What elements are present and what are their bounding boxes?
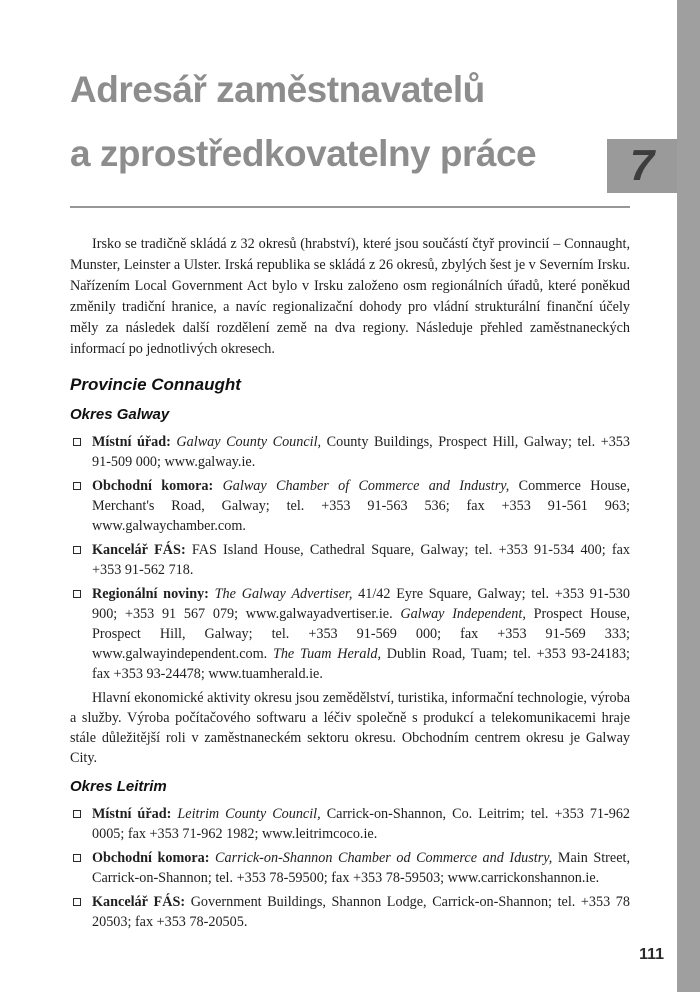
directory-entry xyxy=(70,540,630,580)
page-content xyxy=(70,0,630,936)
directory-entry xyxy=(70,892,630,932)
square-bullet-icon xyxy=(73,438,81,446)
entry-text: Místní úřad: Galway County Council, County Buildings, Prospect Hill, Galway; tel. +353 91-509 000; www.galway.ie. xyxy=(92,434,630,470)
intro-paragraph: Irsko se tradičně skládá z 32 okresů (hrabství), které jsou součástí čtyř provincií – Connaught, Munster, Leinster a Ulster. Irská republika se skládá z 26 okresů, zbylých šest je v Severním Irsku. Nařízením Local Government Act bylo v Irsku založeno osm regionálních úřadů, které poněkud změnily tradiční hranice, a navíc regionalizační dohody pro vládní strukturální finanční účely měly za následek další rozdělení země na dva regiony. Následuje přehled zaměstnaneckých informací po jednotlivých okresech. xyxy=(70,236,630,357)
okres-heading: Okres Leitrim xyxy=(70,778,167,795)
entry-text: Regionální noviny: The Galway Advertiser, 41/42 Eyre Square, Galway; tel. +353 91-530 900; +353 91 567 079; www.galwayadvertiser.ie. Galway Independent, Prospect House, Prospect Hill, Galway; tel. +353 91-569 000; fax +353 91-569 333; www.galwayindependent.com. The Tuam Herald, Dublin Road, Tuam; tel. +353 93-24183; fax +353 93-24478; www.tuamherald.ie. xyxy=(92,586,630,682)
square-bullet-icon xyxy=(73,482,81,490)
entry-text: Místní úřad: Leitrim County Council, Carrick-on-Shannon, Co. Leitrim; tel. +353 71-962 0005; fax +353 71-962 1982; www.leitrimcoco.ie. xyxy=(92,806,631,842)
directory-entry xyxy=(70,848,630,888)
page-number: 111 xyxy=(639,946,664,963)
sections xyxy=(70,406,630,932)
page-title-line2: a zprostředkovatelny práce xyxy=(70,133,537,174)
page-title-line1: Adresář zaměstnavatelů xyxy=(70,69,485,110)
entry-text: Kancelář FÁS: Government Buildings, Shannon Lodge, Carrick-on-Shannon; tel. +353 78 20503; fax +353 78-20505. xyxy=(92,894,630,930)
square-bullet-icon xyxy=(73,898,81,906)
section-paragraph: Hlavní ekonomické aktivity okresu jsou zemědělství, turistika, informační technologie, výroba a služby. Výroba počítačového softwaru a léčiv společně s produkcí a telekomunikacemi hraje stále důležitější roli v zaměstnaneckém sektoru okresu. Obchodním centrem okresu je Galway City. xyxy=(70,690,630,766)
square-bullet-icon xyxy=(73,810,81,818)
page-edge-strip xyxy=(677,0,700,992)
directory-entry xyxy=(70,476,630,536)
square-bullet-icon xyxy=(73,854,81,862)
directory-entry xyxy=(70,432,630,472)
title-divider xyxy=(70,206,630,208)
directory-entry xyxy=(70,804,630,844)
province-heading: Provincie Connaught xyxy=(70,375,241,394)
entry-text: Obchodní komora: Carrick-on-Shannon Chamber od Commerce and Idustry, Main Street, Carrick-on-Shannon; tel. +353 78-59500; fax +353 78-59503; www.carrickonshannon.ie. xyxy=(92,850,630,886)
chapter-number: 7 xyxy=(629,141,655,190)
directory-entry xyxy=(70,584,630,684)
entry-text: Obchodní komora: Galway Chamber of Commerce and Industry, Commerce House, Merchant's Road, Galway; tel. +353 91-563 536; fax +353 91-561 963; www.galwaychamber.com. xyxy=(92,478,630,534)
square-bullet-icon xyxy=(73,546,81,554)
page-title xyxy=(70,58,630,186)
okres-heading: Okres Galway xyxy=(70,406,170,423)
entry-text: Kancelář FÁS: FAS Island House, Cathedral Square, Galway; tel. +353 91-534 400; fax +353 91-562 718. xyxy=(92,542,630,578)
square-bullet-icon xyxy=(73,590,81,598)
